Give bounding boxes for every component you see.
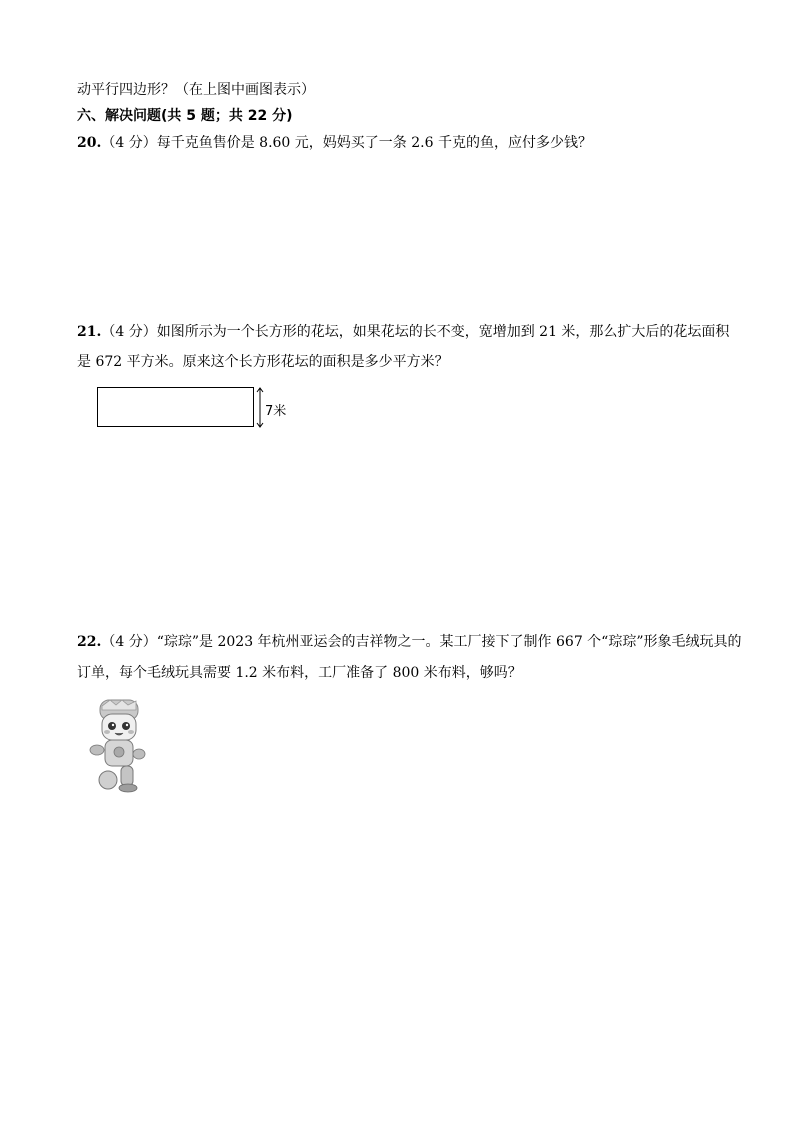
width-label: 7米: [265, 404, 287, 419]
question-number: 21.: [77, 324, 102, 340]
question-22-line1: [77, 632, 742, 652]
question-20: [77, 133, 592, 153]
section-heading: 六、解决问题(共 5 题；共 22 分): [77, 108, 293, 124]
question-21-line2: 是 672 平方米。原来这个长方形花坛的面积是多少平方米？: [77, 354, 449, 370]
question-number: 22.: [77, 634, 102, 650]
question-number: 20.: [77, 135, 102, 151]
question-text: 每千克鱼售价是 8.60 元，妈妈买了一条 2.6 千克的鱼，应付多少钱？: [156, 135, 592, 151]
question-points: （4 分）: [101, 135, 157, 151]
question-21-line1: [77, 322, 729, 342]
flowerbed-rectangle: [97, 387, 254, 427]
question-points: （4 分）: [101, 324, 157, 340]
question-points: （4 分）: [101, 634, 157, 650]
dimension-arrow-icon: [256, 387, 264, 428]
question-text: “琮琮”是 2023 年杭州亚运会的吉祥物之一。某工厂接下了制作 667 个“琮琮”形象毛绒玩具的: [156, 634, 742, 650]
carry-over-text: 动平行四边形？（在上图中画图表示）: [77, 82, 315, 98]
question-22-line2: 订单，每个毛绒玩具需要 1.2 米布料，工厂准备了 800 米布料，够吗？: [77, 665, 522, 681]
question-text: 如图所示为一个长方形的花坛，如果花坛的长不变，宽增加到 21 米，那么扩大后的花坛面积: [156, 324, 730, 340]
mascot-image: [88, 696, 148, 794]
